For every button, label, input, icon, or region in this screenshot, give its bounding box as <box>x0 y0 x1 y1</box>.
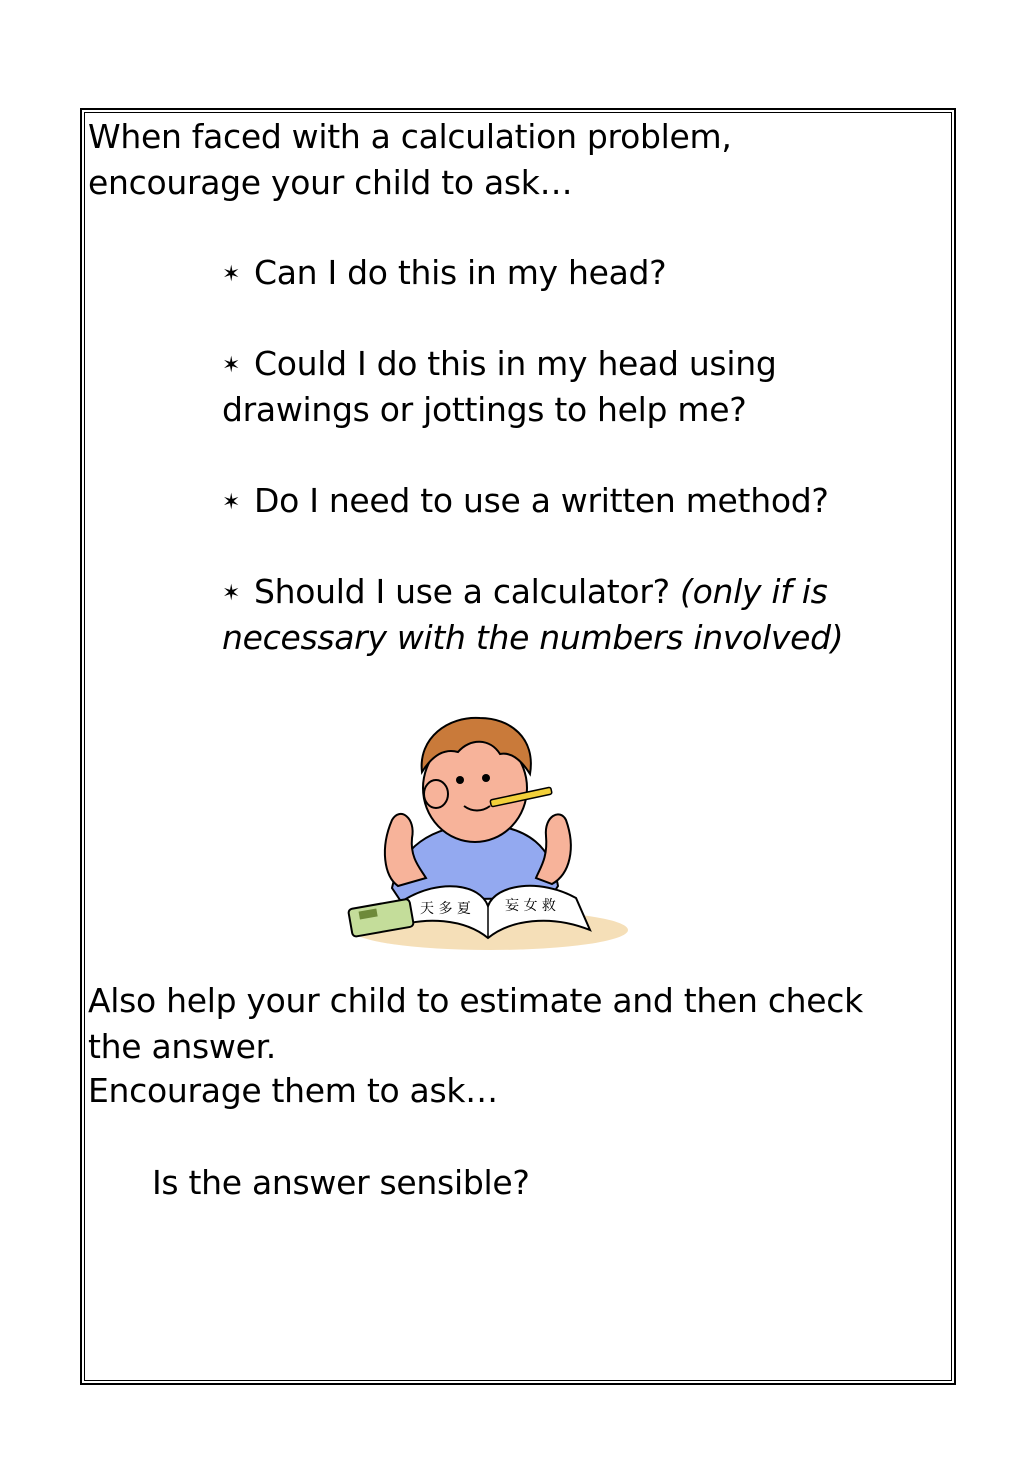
question-4-note-line-2: necessary with the numbers involved) <box>222 618 844 657</box>
question-3 <box>222 478 829 526</box>
child-thinking-with-book-and-calculator-icon <box>340 708 630 956</box>
question-4-line-1 <box>222 569 828 617</box>
outro-line-3: Encourage them to ask… <box>88 1071 498 1110</box>
outro-line-2: the answer. <box>88 1027 276 1066</box>
question-2-text-1: Could I do this in my head using <box>254 344 777 383</box>
star-bullet-icon: ✶ <box>222 262 241 287</box>
star-bullet-icon: ✶ <box>222 581 241 606</box>
question-4-note: (only if is <box>680 572 828 611</box>
intro-line-1: When faced with a calculation problem, <box>88 117 732 156</box>
svg-text:妄 女 救: 妄 女 救 <box>505 898 556 914</box>
sensible-question: Is the answer sensible? <box>152 1163 530 1202</box>
star-bullet-icon: ✶ <box>222 353 241 378</box>
outro-line-1: Also help your child to estimate and then check <box>88 981 863 1020</box>
intro-line-2: encourage your child to ask… <box>88 163 573 202</box>
svg-text:天 多 夏: 天 多 夏 <box>420 901 471 917</box>
question-2-line-2: drawings or jottings to help me? <box>222 390 747 429</box>
star-bullet-icon: ✶ <box>222 490 241 515</box>
question-2-line-1 <box>222 341 776 389</box>
question-3-text: Do I need to use a written method? <box>254 481 829 520</box>
question-4-text: Should I use a calculator? <box>254 572 680 611</box>
question-1 <box>222 250 666 298</box>
question-1-text: Can I do this in my head? <box>254 253 667 292</box>
